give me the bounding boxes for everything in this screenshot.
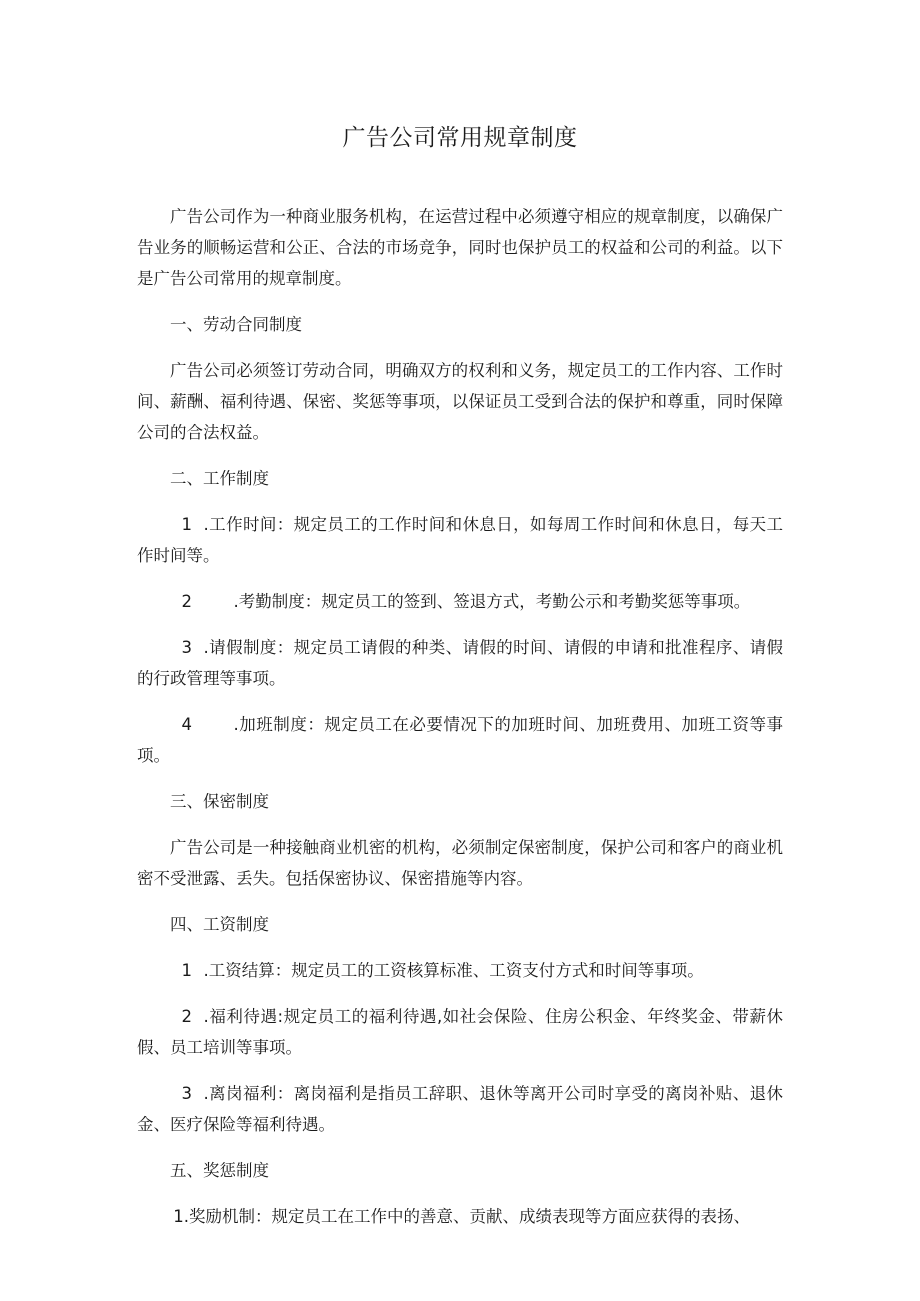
- section-body: 广告公司必须签订劳动合同，明确双方的权利和义务，规定员工的工作内容、工作时间、薪酬、福利待遇、保密、奖惩等事项，以保证员工受到合法的保护和尊重，同时保障公司的合法权益。: [137, 361, 783, 442]
- section-heading: 五、奖惩制度: [170, 1161, 269, 1180]
- list-item: [137, 586, 783, 617]
- list-item: [137, 632, 783, 694]
- item-text: .加班制度：规定员工在必要情况下的加班时间、加班费用、加班工资等事项。: [137, 715, 783, 765]
- page-title: 广告公司常用规章制度: [342, 125, 578, 151]
- list-item: [137, 1001, 783, 1063]
- item-text: .离岗福利：离岗福利是指员工辞职、退休等离开公司时享受的离岗补贴、退休金、医疗保险等福利待遇。: [137, 1084, 783, 1134]
- list-item: [137, 1201, 783, 1232]
- section-heading: 二、工作制度: [170, 469, 269, 488]
- item-number: 3: [181, 638, 193, 657]
- item-number: 1: [181, 961, 193, 980]
- item-number: 4: [181, 715, 193, 734]
- item-number: 3: [181, 1084, 193, 1103]
- item-text: .工作时间：规定员工的工作时间和休息日，如每周工作时间和休息日，每天工作时间等。: [137, 515, 783, 565]
- item-number: 2: [181, 592, 193, 611]
- section-body: 广告公司是一种接触商业机密的机构，必须制定保密制度，保护公司和客户的商业机密不受泄露、丢失。包括保密协议、保密措施等内容。: [137, 838, 783, 888]
- intro-paragraph: 广告公司作为一种商业服务机构，在运营过程中必须遵守相应的规章制度，以确保广告业务的顺畅运营和公正、合法的市场竞争，同时也保护员工的权益和公司的利益。以下是广告公司常用的规章制度。: [137, 207, 783, 288]
- list-item: [137, 709, 783, 771]
- item-text: .考勤制度：规定员工的签到、签退方式，考勤公示和考勤奖惩等事项。: [233, 592, 751, 611]
- section-heading: 四、工资制度: [170, 915, 269, 934]
- list-item: [137, 1078, 783, 1140]
- section-heading: 三、保密制度: [170, 792, 269, 811]
- item-text: .工资结算：规定员工的工资核算标准、工资支付方式和时间等事项。: [203, 961, 704, 980]
- list-item: [137, 955, 783, 986]
- item-number: 2: [181, 1007, 193, 1026]
- item-text: .福利待遇:规定员工的福利待遇,如社会保险、住房公积金、年终奖金、带薪休假、员工培训等事项。: [137, 1007, 783, 1057]
- section-heading: 一、劳动合同制度: [170, 315, 302, 334]
- item-text: .请假制度：规定员工请假的种类、请假的时间、请假的申请和批准程序、请假的行政管理等事项。: [137, 638, 783, 688]
- item-number: 1: [173, 1207, 184, 1226]
- item-text: .奖励机制：规定员工在工作中的善意、贡献、成绩表现等方面应获得的表扬、: [183, 1207, 751, 1226]
- item-number: 1: [181, 515, 193, 534]
- list-item: [137, 509, 783, 571]
